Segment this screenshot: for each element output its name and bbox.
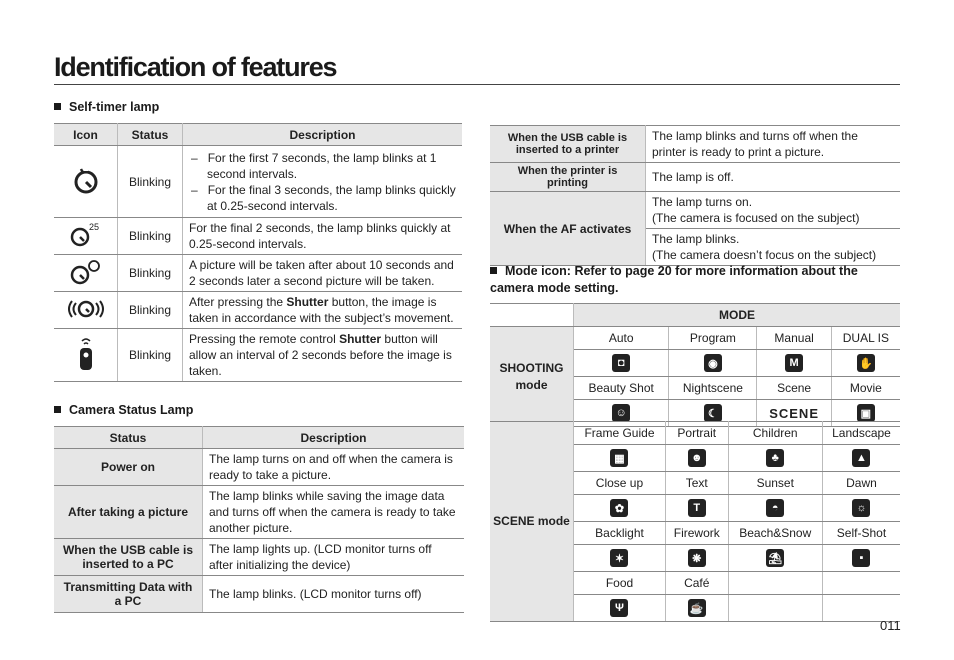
mode-name: Scene [757,377,831,400]
frame-guide-icon: ▦ [574,445,666,472]
description-cell [183,329,463,382]
beauty-shot-mode-icon: ☺ [574,400,669,427]
self-timer-10s-icon [54,146,118,218]
empty-cell [728,595,822,622]
description-line: The lamp blinks. [652,232,740,246]
col-header-status: Status [118,124,183,146]
mode-name: Nightscene [669,377,757,400]
mode-name: Dawn [822,472,900,495]
description-cell: The lamp is off. [646,163,901,192]
description-cell: For the final 2 seconds, the lamp blinks quickly at 0.25-second intervals. [183,218,463,255]
description-cell [183,292,463,329]
camera-status-table-continued [490,125,900,266]
status-cell: When the AF activates [490,192,646,266]
beach-snow-icon: ⛱ [728,545,822,572]
status-cell: Blinking [118,329,183,382]
description-cell: – For the first 7 seconds, the lamp blinks at 1 second intervals. – For the final 3 seconds, the lamp blinks quickly at 0.25-second intervals. [183,146,463,218]
table-row [490,126,900,163]
mode-name [728,572,822,595]
children-icon: ♣ [728,445,822,472]
section-heading-self-timer [54,100,159,114]
status-cell: Blinking [118,146,183,218]
mode-name: Program [669,327,757,350]
timer-superscript-label: 25 [88,221,99,232]
camera-status-table [54,426,464,613]
description-cell [646,229,901,266]
mode-header: MODE [574,304,901,327]
description-line: For the final 3 seconds, the lamp blinks quickly at 0.25-second intervals. [207,182,456,213]
dawn-icon: ☼ [822,495,900,522]
portrait-icon: ☻ [665,445,728,472]
self-timer-2s-icon [54,218,118,255]
mode-name: Manual [757,327,831,350]
mode-name: Landscape [822,422,900,445]
motion-timer-icon [54,292,118,329]
description-line: The lamp turns on. [652,195,753,209]
backlight-icon: ✶ [574,545,666,572]
status-cell: Blinking [118,292,183,329]
landscape-icon: ▲ [822,445,900,472]
food-icon: Ψ [574,595,666,622]
scene-mode-label: SCENE mode [490,422,574,622]
shooting-mode-table [490,303,900,427]
table-row [54,329,462,382]
section-heading-mode-icon [490,263,890,297]
status-cell: When the USB cable is inserted to a printer [490,126,646,163]
description-cell: The lamp blinks while saving the image data and turns off when the camera is ready to take another picture. [203,486,465,539]
table-row [54,576,464,613]
mode-icon-heading: Mode icon: Refer to page 20 for more information about the camera mode setting. [490,264,858,295]
mode-name: Beauty Shot [574,377,669,400]
status-cell: Blinking [118,255,183,292]
mode-name: Firework [665,522,728,545]
nightscene-mode-icon: ☾ [669,400,757,427]
table-row [54,539,464,576]
program-mode-icon: ◉ [669,350,757,377]
description-cell: The lamp blinks. (LCD monitor turns off) [203,576,465,613]
bullet-square-icon [54,406,61,413]
col-header-description: Description [203,427,465,449]
description-line: (The camera doesn’t focus on the subject) [652,248,877,262]
double-timer-icon [54,255,118,292]
status-cell: Blinking [118,218,183,255]
description-cell: A picture will be taken after about 10 seconds and 2 seconds later a second picture will be taken. [183,255,463,292]
firework-icon: ❋ [665,545,728,572]
self-timer-table [54,123,462,382]
status-cell: When the USB cable is inserted to a PC [54,539,203,576]
description-line: (The camera is focused on the subject) [652,211,860,225]
manual-mode-icon: M [757,350,831,377]
status-cell: After taking a picture [54,486,203,539]
description-text: After pressing the [189,295,287,309]
text-icon: T [665,495,728,522]
description-text: button will allow an interval of 2 seconds before the image is taken. [189,332,452,378]
table-row [54,486,464,539]
mode-name: Portrait [665,422,728,445]
table-row [54,255,462,292]
col-header-description: Description [183,124,463,146]
description-cell: The lamp blinks and turns off when the printer is ready to print a picture. [646,126,901,163]
shutter-label: Shutter [339,332,382,346]
mode-name: Beach&Snow [728,522,822,545]
table-row [54,146,462,218]
remote-icon [54,329,118,382]
table-row [490,327,900,350]
status-cell: Transmitting Data with a PC [54,576,203,613]
table-row [490,192,900,229]
camera-status-heading: Camera Status Lamp [69,403,194,417]
mode-name: Frame Guide [574,422,666,445]
self-shot-icon: ▪ [822,545,900,572]
auto-mode-icon: ◘ [574,350,669,377]
mode-name [822,572,900,595]
status-cell: When the printer is printing [490,163,646,192]
description-text: Pressing the remote control [189,332,340,346]
self-timer-heading: Self-timer lamp [69,100,160,114]
mode-name: Auto [574,327,669,350]
table-row [54,292,462,329]
mode-name: Movie [831,377,900,400]
scene-mode-table [490,421,900,622]
dual-is-mode-icon: ✋ [831,350,900,377]
cafe-icon: ☕ [665,595,728,622]
table-row [54,218,462,255]
mode-name: Café [665,572,728,595]
table-row [490,422,900,445]
mode-name: Text [665,472,728,495]
mode-name: Backlight [574,522,666,545]
sunset-icon: ◓ [728,495,822,522]
mode-name: Sunset [728,472,822,495]
title-rule [54,84,900,85]
description-cell: The lamp lights up. (LCD monitor turns off after initializing the device) [203,539,465,576]
mode-name: DUAL IS [831,327,900,350]
page-number: 011 [880,618,901,633]
close-up-icon: ✿ [574,495,666,522]
mode-name: Food [574,572,666,595]
movie-mode-icon: ▣ [831,400,900,427]
description-cell [646,192,901,229]
col-header-icon: Icon [54,124,118,146]
shooting-mode-label: SHOOTING mode [490,327,574,427]
description-cell: The lamp turns on and off when the camera is ready to take a picture. [203,449,465,486]
bullet-square-icon [54,103,61,110]
description-line: For the first 7 seconds, the lamp blinks at 1 second intervals. [207,150,437,181]
mode-name: Children [728,422,822,445]
scene-word-label: SCENE [769,405,819,421]
mode-name: Self-Shot [822,522,900,545]
page-title: Identification of features [54,52,337,82]
bullet-square-icon [490,267,497,274]
mode-corner-cell [490,304,574,327]
section-heading-camera-status [54,403,193,417]
table-row [490,163,900,192]
status-cell: Power on [54,449,203,486]
mode-name: Close up [574,472,666,495]
col-header-status: Status [54,427,203,449]
table-row [54,449,464,486]
description-text: button, the image is taken in accordance with the subject’s movement. [189,295,454,325]
shutter-label: Shutter [286,295,329,309]
